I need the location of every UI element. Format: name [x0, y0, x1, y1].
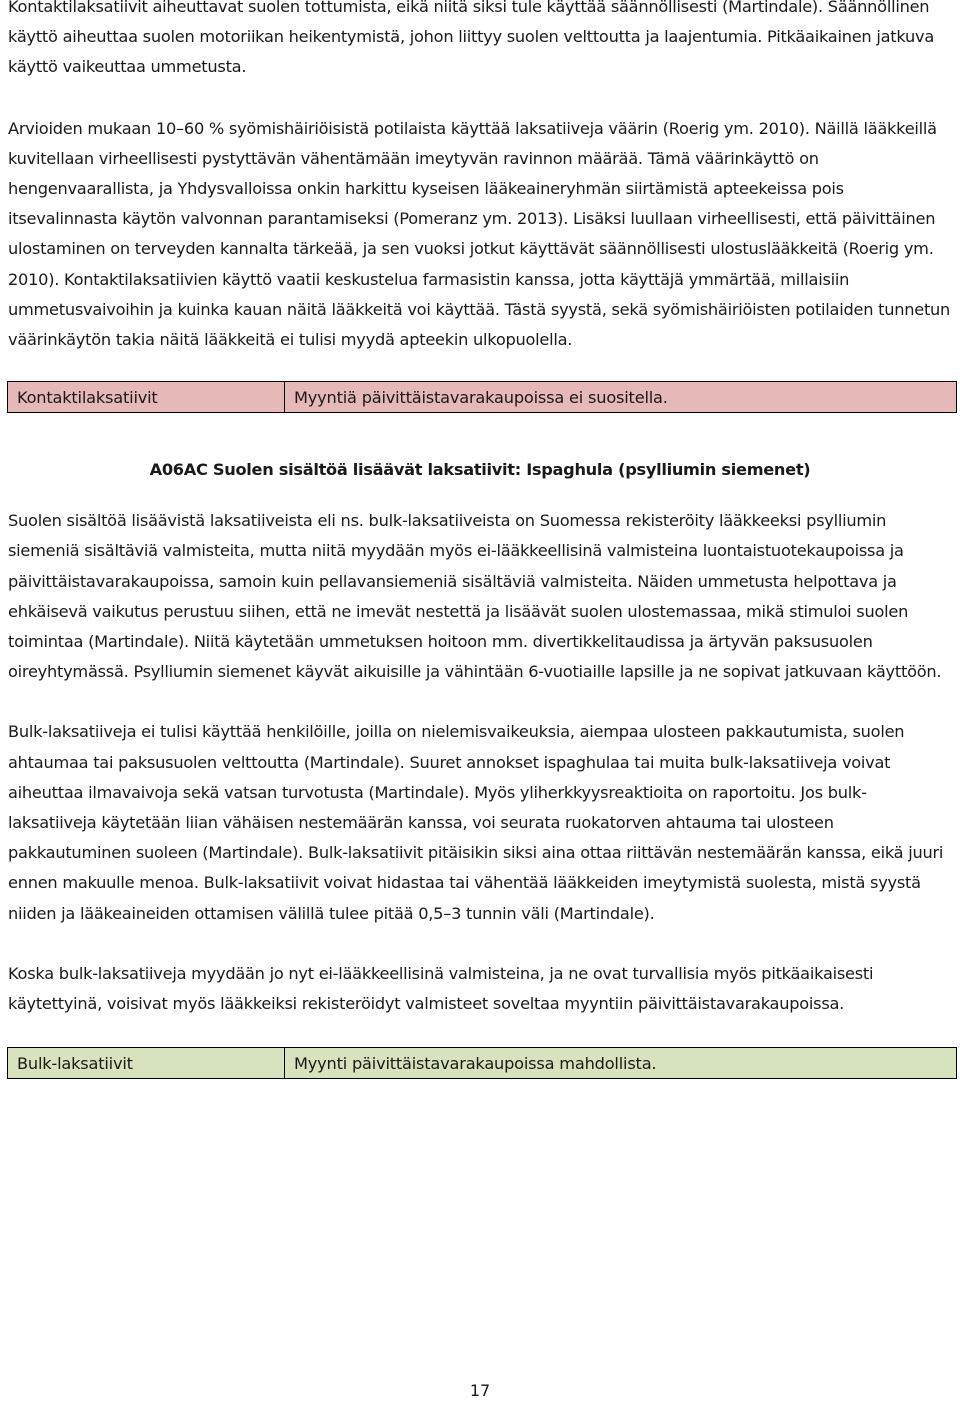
contact-laxatives-table [7, 381, 957, 413]
bulk-laxatives-recommendation-cell: Myynti päivittäistavarakaupoissa mahdollista. [285, 1048, 957, 1079]
contact-laxatives-label-cell: Kontaktilaksatiivit [8, 382, 285, 413]
document-page [8, 0, 952, 1079]
spacer [8, 479, 952, 506]
contact-laxatives-recommendation-cell: Myyntiä päivittäistavarakaupoissa ei suositella. [285, 382, 957, 413]
spacer [8, 1019, 952, 1047]
paragraph-eating-disorder-misuse: Arvioiden mukaan 10–60 % syömishäiriöisistä potilaista käyttää laksatiiveja väärin (Roerig ym. 2010). Näillä lääkkeillä kuvitellaan virheellisesti pystyttävän vähentämään imeytyvän ravinnon määrää. Tämä väärinkäyttö on hengenvaarallista, ja Yhdysvalloissa onkin harkittu kyseisen lääkeaineryhmän siirtämistä apteekeissa pois itsevalinnasta käytön valvonnan parantamiseksi (Pomeranz ym. 2013). Lisäksi luullaan virheellisesti, että päivittäinen ulostaminen on terveyden kannalta tärkeää, ja sen vuoksi jotkut käyttävät säännöllisesti ulostuslääkkeitä (Roerig ym. 2010). Kontaktilaksatiivien käyttö vaatii keskustelua farmasistin kanssa, jotta käyttäjä ymmärtää, millaisiin ummetusvaivoihin ja kuinka kauan näitä lääkkeitä voi käyttää. Tästä syystä, sekä syömishäiriöisten potilaiden tunnetun väärinkäytön takia näitä lääkkeitä ei tulisi myydä apteekin ulkopuolella. [8, 118, 951, 350]
spacer [8, 687, 952, 717]
table-row [8, 382, 957, 413]
spacer [8, 413, 952, 460]
paragraph-bulk-laxatives-sales: Koska bulk-laksatiiveja myydään jo nyt ei-lääkkeellisinä valmisteina, ja ne ovat turvallisia myös pitkäaikaisesti käytettyinä, voisivat myös lääkkeiksi rekisteröidyt valmisteet soveltaa myyntiin päivittäistavarakaupoissa. [8, 963, 874, 1014]
bulk-laxatives-label-cell: Bulk-laksatiivit [8, 1048, 285, 1079]
spacer [8, 929, 952, 959]
spacer [8, 83, 952, 114]
section-heading-a06ac: A06AC Suolen sisältöä lisäävät laksatiivit: Ispaghula (psylliumin siemenet) [149, 460, 811, 480]
page-number: 17 [469, 1381, 491, 1400]
bulk-laxatives-table [7, 1047, 957, 1079]
paragraph-contact-laxatives-habituation: Kontaktilaksatiivit aiheuttavat suolen tottumista, eikä niitä siksi tule käyttää säännöllisesti (Martindale). Säännöllinen käyttö aiheuttaa suolen motoriikan heikentymistä, johon liittyy suolen velttoutta ja laajentumia. Pitkäaikainen jatkuva käyttö vaikeuttaa ummetusta. [8, 0, 934, 77]
table-row [8, 1048, 957, 1079]
paragraph-bulk-laxatives-contraindications: Bulk-laksatiiveja ei tulisi käyttää henkilöille, joilla on nielemisvaikeuksia, aiempaa ulosteen pakkautumista, suolen ahtaumaa tai paksusuolen velttoutta (Martindale). Suuret annokset ispaghulaa tai muita bulk-laksatiiveja voivat aiheuttaa ilmavaivoja sekä vatsan turvotusta (Martindale). Myös yliherkkyysreaktioita on raportoitu. Jos bulk-laksatiiveja käytetään liian vähäisen nestemäärän kanssa, voi seurata ruokatorven ahtauma tai ulosteen pakkautuminen suoleen (Martindale). Bulk-laksatiivit pitäisikin siksi aina ottaa riittävän nestemäärän kanssa, eikä juuri ennen makuulle menoa. Bulk-laksatiivit voivat hidastaa tai vähentää lääkkeiden imeytymistä suolesta, mistä syystä niiden ja lääkeaineiden ottamisen välillä tulee pitää 0,5–3 tunnin väli (Martindale). [8, 722, 944, 923]
spacer [8, 355, 952, 381]
paragraph-bulk-laxatives-intro: Suolen sisältöä lisäävistä laksatiiveista eli ns. bulk-laksatiiveista on Suomessa rekisteröity lääkkeeksi psylliumin siemeniä sisältäviä valmisteita, mutta niitä myydään myös ei-lääkkeellisinä valmisteina luontaistuotekaupoissa ja päivittäistavarakaupoissa, samoin kuin pellavansiemeniä sisältäviä valmisteita. Näiden ummetusta helpottava ja ehkäisevä vaikutus perustuu siihen, että ne imevät nestettä ja lisäävät suolen ulostemassaa, mikä stimuloi suolen toimintaa (Martindale). Niitä käytetään ummetuksen hoitoon mm. divertikkelitaudissa ja ärtyvän paksusuolen oireyhtymässä. Psylliumin siemenet käyvät aikuisille ja vähintään 6-vuotiaille lapsille ja ne sopivat jatkuvaan käyttöön. [8, 511, 942, 682]
